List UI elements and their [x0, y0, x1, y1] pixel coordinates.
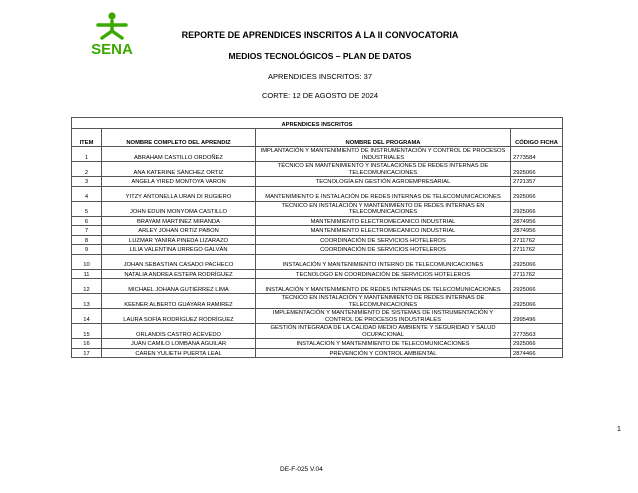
cell-item: 13: [72, 294, 102, 309]
cell-program: IMPLEMENTACIÓN Y MANTENIMIENTO DE SISTEMAS DE INSTRUMENTACIÓN Y CONTROL DE PROCESOS INDUSTRIALES: [256, 309, 511, 324]
cell-program: TECNICO EN INSTALACIÓN Y MANTENIMIENTO DE REDES INTERNAS DE TELECOMUNICACIONES: [256, 294, 511, 309]
sena-logo-icon: [80, 10, 144, 56]
cell-item: 14: [72, 309, 102, 324]
table-row: [72, 147, 563, 162]
table-row: [72, 235, 563, 245]
enrolled-table: [71, 117, 563, 358]
cell-item: 15: [72, 324, 102, 339]
cell-item: 3: [72, 177, 102, 187]
cell-program: IMPLANTACIÓN Y MANTENIMIENTO DE INSTRUMENTACIÓN Y CONTROL DE PROCESOS INDUSTRIALES: [256, 147, 511, 162]
cell-ficha: 2711762: [511, 269, 563, 279]
table-row: [72, 177, 563, 187]
cutoff-date: CORTE: 12 DE AGOSTO DE 2024: [261, 91, 379, 100]
cell-name: BRAYAM MARTINEZ MIRANDA: [102, 216, 256, 226]
cell-name: ABRAHAM CASTILLO ORDOÑEZ: [102, 147, 256, 162]
col-header-program: NOMBRE DEL PROGRAMA: [256, 129, 511, 147]
cell-name: LILIA VALENTINA URREGO GALVÁN: [102, 245, 256, 255]
cell-name: LAURA SOFÍA RODRÍGUEZ RODRÍGUEZ: [102, 309, 256, 324]
cell-ficha: 2874956: [511, 226, 563, 236]
table-row: [72, 226, 563, 236]
cell-program: MANTENIMIENTO ELECTROMECANICO INDUSTRIAL: [256, 226, 511, 236]
cell-ficha: 2711762: [511, 235, 563, 245]
table-row: [72, 186, 563, 201]
cell-ficha: 2874956: [511, 216, 563, 226]
cell-name: CAREN YULIETH PUERTA LEAL: [102, 348, 256, 358]
table-header-row: [72, 129, 563, 147]
cell-name: KEENER ALBERTO GUAYARA RAMIREZ: [102, 294, 256, 309]
report-subtitle: MEDIOS TECNOLÓGICOS – PLAN DE DATOS: [228, 51, 412, 61]
svg-text:SENA: SENA: [91, 41, 133, 56]
col-header-name: NOMBRE COMPLETO DEL APRENDIZ: [102, 129, 256, 147]
table-row: [72, 294, 563, 309]
cell-ficha: 2925066: [511, 186, 563, 201]
cell-ficha: 2925066: [511, 279, 563, 294]
cell-name: ORLANDIS CASTRO ACEVEDO: [102, 324, 256, 339]
cell-program: PREVENCIÓN Y CONTROL AMBIENTAL: [256, 348, 511, 358]
cell-ficha: 2925066: [511, 294, 563, 309]
table-row: [72, 201, 563, 216]
cell-item: 7: [72, 226, 102, 236]
report-title: REPORTE DE APRENDICES INSCRITOS A LA II CONVOCATORIA: [181, 30, 459, 40]
cell-name: MICHAEL JOHANA GUTIÉRREZ LIMA: [102, 279, 256, 294]
cell-item: 2: [72, 162, 102, 177]
table-row: [72, 245, 563, 255]
cell-name: ARLEY JOHAN ORTIZ PABON: [102, 226, 256, 236]
cell-ficha: 2874466: [511, 348, 563, 358]
sena-logo: [80, 10, 144, 56]
table-caption-row: [72, 118, 563, 129]
cell-item: 12: [72, 279, 102, 294]
cell-name: JOHN EDUIN MONYOMA CASTILLO: [102, 201, 256, 216]
cell-name: NATALIA ANDREA ESTEPA RODRÍGUEZ: [102, 269, 256, 279]
cell-ficha: 2925066: [511, 201, 563, 216]
table-row: [72, 254, 563, 269]
document-code: DE-F-025 V.04: [280, 466, 323, 473]
cell-name: LUZMAR YANIRA PINEDA LIZARAZO: [102, 235, 256, 245]
cell-item: 10: [72, 254, 102, 269]
cell-program: TÉCNICO EN MANTENIMIENTO Y INSTALACIONES DE REDES INTERNAS DE TELECOMUNICACIONES: [256, 162, 511, 177]
cell-name: ANGELA YIRED MONTOYA VARON: [102, 177, 256, 187]
cell-program: INSTALACIÓN Y MANTENIMIENTO DE REDES INTERNAS DE TELECOMUNICACIONES: [256, 279, 511, 294]
cell-item: 6: [72, 216, 102, 226]
cell-ficha: 2925066: [511, 162, 563, 177]
table-row: [72, 162, 563, 177]
table-row: [72, 309, 563, 324]
cell-ficha: 2925066: [511, 254, 563, 269]
cell-program: MANTENIMIENTO E INSTALACIÓN DE REDES INTERNAS DE TELECOMUNICACIONES: [256, 186, 511, 201]
cell-ficha: 2773584: [511, 147, 563, 162]
table-row: [72, 324, 563, 339]
cell-item: 1: [72, 147, 102, 162]
cell-program: MANTENIMIENTO ELECTROMECANICO INDUSTRIAL: [256, 216, 511, 226]
cell-program: INSTALACION Y MANTENIMIENTO DE TELECOMUNICACIONES: [256, 339, 511, 349]
table-row: [72, 269, 563, 279]
cell-program: TECNOLOGO EN COORDINACIÓN DE SERVICIOS HOTELEROS: [256, 269, 511, 279]
cell-name: JOHAN SEBASTIAN CASADO PACHECO: [102, 254, 256, 269]
cell-ficha: 2925066: [511, 339, 563, 349]
cell-program: INSTALACIÓN Y MANTENIMIENTO INTERNO DE TELECOMUNICACIONES: [256, 254, 511, 269]
cell-program: COORDINACIÓN DE SERVICIOS HOTELEROS: [256, 245, 511, 255]
cell-name: ANA KATERINE SÁNCHEZ ORTIZ: [102, 162, 256, 177]
cell-item: 11: [72, 269, 102, 279]
cell-ficha: 2721357: [511, 177, 563, 187]
table-row: [72, 348, 563, 358]
cell-ficha: 2711762: [511, 245, 563, 255]
table-caption: APRENDICES INSCRITOS: [72, 118, 563, 129]
cell-program: GESTIÓN INTEGRADA DE LA CALIDAD MEDIO AMBIENTE Y SEGURIDAD Y SALUD OCUPACIONAL: [256, 324, 511, 339]
cell-name: JUAN CAMILO LOMBANA AGUILAR: [102, 339, 256, 349]
cell-item: 4: [72, 186, 102, 201]
cell-item: 9: [72, 245, 102, 255]
table-row: [72, 339, 563, 349]
cell-item: 8: [72, 235, 102, 245]
table-row: [72, 216, 563, 226]
cell-program: COORDINACIÓN DE SERVICIOS HOTELEROS: [256, 235, 511, 245]
cell-program: TECNOLOGÍA EN GESTIÓN AGROEMPRESARIAL: [256, 177, 511, 187]
cell-name: YITZY ANTONELLA URAN DI RUGIERO: [102, 186, 256, 201]
cell-ficha: 2773563: [511, 324, 563, 339]
col-header-item: ITEM: [72, 129, 102, 147]
cell-item: 16: [72, 339, 102, 349]
enrolled-count: APRENDICES INSCRITOS: 37: [267, 72, 373, 81]
cell-ficha: 2995496: [511, 309, 563, 324]
cell-program: TECNICO EN INSTALACIÓN Y MANTENIMIENTO DE REDES INTERNAS EN TELECOMUNICACIONES: [256, 201, 511, 216]
page-number: 1: [617, 426, 621, 433]
table-row: [72, 279, 563, 294]
col-header-ficha: CÓDIGO FICHA: [511, 129, 563, 147]
cell-item: 5: [72, 201, 102, 216]
cell-item: 17: [72, 348, 102, 358]
